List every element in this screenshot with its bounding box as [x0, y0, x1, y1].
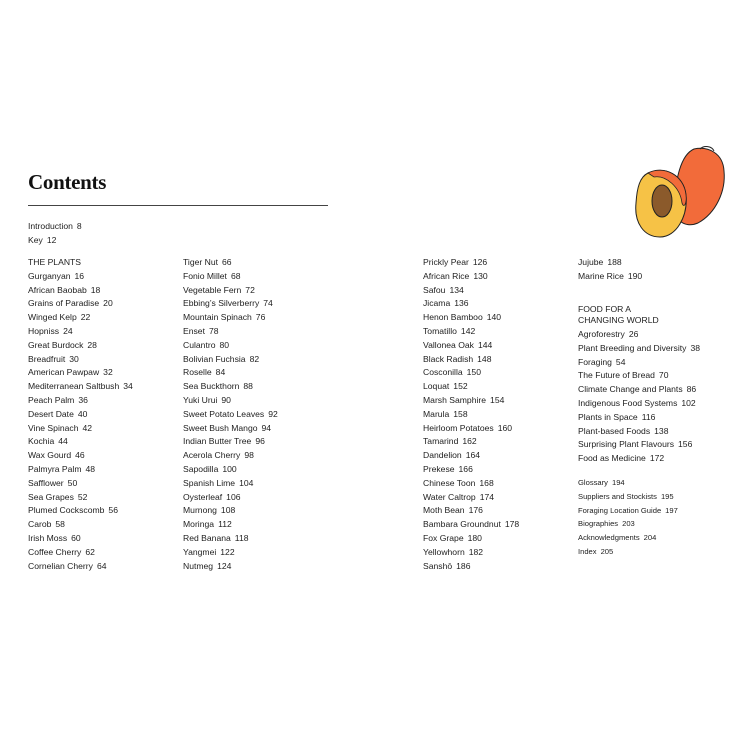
- toc-entry-page: 148: [477, 353, 492, 364]
- toc-entry-page: 62: [85, 546, 95, 557]
- toc-entry-page: 116: [641, 411, 656, 422]
- toc-entry[interactable]: [423, 311, 519, 325]
- toc-entry[interactable]: [183, 284, 278, 298]
- toc-entry-title: Mountain Spinach: [183, 312, 252, 323]
- toc-entry[interactable]: [423, 394, 519, 408]
- toc-entry[interactable]: [423, 325, 519, 339]
- toc-entry[interactable]: [183, 270, 278, 284]
- toc-entry-page: 130: [473, 270, 488, 281]
- toc-entry[interactable]: [578, 383, 700, 397]
- toc-entry-title: Glossary: [578, 478, 608, 487]
- toc-entry-page: 70: [658, 370, 669, 381]
- toc-entry-page: 52: [77, 491, 88, 502]
- toc-entry-page: 158: [453, 408, 468, 419]
- toc-entry[interactable]: [28, 353, 133, 367]
- toc-entry-page: 204: [643, 533, 657, 543]
- toc-entry-page: 152: [453, 381, 468, 392]
- toc-entry-page: 180: [467, 532, 482, 543]
- toc-entry-page: 100: [222, 463, 237, 474]
- toc-entry-page: 50: [67, 477, 78, 488]
- toc-entry-page: 72: [245, 284, 255, 295]
- toc-entry-title: Jicama: [423, 298, 451, 309]
- toc-entry-title: Suppliers and Stockists: [578, 491, 657, 501]
- toc-entry-title: Sapodilla: [183, 463, 219, 474]
- toc-entry-title: American Pawpaw: [28, 367, 100, 378]
- toc-entry-title: Sweet Bush Mango: [183, 422, 258, 433]
- toc-entry[interactable]: [183, 366, 278, 380]
- toc-entry-title: Desert Date: [28, 408, 74, 419]
- toc-entry-title: Vine Spinach: [28, 422, 79, 433]
- section-heading-plants: THE PLANTS: [28, 257, 82, 267]
- toc-entry[interactable]: [183, 546, 278, 560]
- toc-entry-title: Moringa: [183, 519, 215, 530]
- toc-entry[interactable]: [423, 339, 519, 353]
- toc-entry-title: Foraging Location Guide: [578, 505, 662, 515]
- toc-entry[interactable]: [423, 463, 519, 477]
- toc-entry-title: Prickly Pear: [423, 257, 469, 267]
- toc-entry-page: 26: [628, 329, 639, 339]
- toc-entry-page: 186: [456, 560, 471, 571]
- toc-entry[interactable]: [578, 531, 678, 545]
- plants-column-3: [423, 256, 519, 573]
- toc-entry-title: Wax Gourd: [28, 450, 72, 461]
- toc-entry-page: 48: [85, 463, 96, 474]
- toc-entry-page: 104: [239, 477, 254, 488]
- toc-entry[interactable]: [423, 256, 519, 270]
- toc-entry-page: 78: [208, 325, 219, 336]
- toc-entry-title: Grains of Paradise: [28, 298, 100, 309]
- toc-entry-page: 124: [217, 560, 232, 571]
- title-rule: [28, 205, 328, 206]
- toc-entry[interactable]: [578, 356, 700, 370]
- toc-entry[interactable]: [28, 532, 133, 546]
- toc-entry-page: 74: [263, 298, 273, 309]
- toc-entry[interactable]: [423, 532, 519, 546]
- toc-entry[interactable]: [183, 560, 278, 574]
- toc-entry-title: Acerola Cherry: [183, 450, 241, 461]
- toc-entry-page: 118: [234, 532, 249, 543]
- toc-entry[interactable]: Key 12: [28, 234, 57, 245]
- toc-entry-page: 40: [77, 408, 88, 419]
- toc-entry[interactable]: [28, 491, 133, 505]
- toc-entry-page: 154: [490, 394, 505, 405]
- toc-entry[interactable]: [578, 425, 700, 439]
- toc-entry[interactable]: [28, 311, 133, 325]
- toc-entry[interactable]: [578, 342, 700, 356]
- toc-entry[interactable]: [578, 504, 678, 518]
- toc-entry[interactable]: [183, 380, 278, 394]
- toc-entry-title: Carob: [28, 519, 52, 530]
- toc-entry-page: 76: [255, 312, 266, 323]
- toc-entry[interactable]: [28, 463, 133, 477]
- toc-entry[interactable]: [28, 449, 133, 463]
- toc-entry-title: Yellowhorn: [423, 546, 465, 557]
- toc-entry-title: Tamarind: [423, 436, 459, 447]
- toc-entry-title: Marula: [423, 408, 450, 419]
- toc-entry-page: 68: [230, 270, 241, 281]
- toc-entry-title: Heirloom Potatoes: [423, 422, 494, 433]
- toc-entry-title: Chinese Toon: [423, 477, 476, 488]
- toc-entry-page: 96: [255, 436, 265, 447]
- toc-entry-title: Cornelian Cherry: [28, 560, 93, 571]
- plants-column-2: [183, 256, 278, 573]
- toc-entry-title: Oysterleaf: [183, 491, 223, 502]
- toc-entry-page: 194: [611, 478, 625, 487]
- plants-column-1: [28, 256, 133, 573]
- toc-entry-title: Loquat: [423, 381, 450, 392]
- toc-entry-title: Yuki Urui: [183, 394, 218, 405]
- toc-entry[interactable]: [423, 560, 519, 574]
- toc-entry-page: 182: [468, 546, 484, 557]
- toc-entry-title: Cosconilla: [423, 367, 463, 378]
- toc-entry[interactable]: [578, 411, 700, 425]
- toc-entry[interactable]: [423, 449, 519, 463]
- toc-entry-title: Water Caltrop: [423, 491, 476, 502]
- toc-entry-page: 164: [465, 450, 481, 461]
- toc-entry[interactable]: [183, 297, 278, 311]
- toc-entry-page: 138: [654, 425, 669, 436]
- toc-entry-title: Plumed Cockscomb: [28, 505, 105, 516]
- toc-entry-page: 36: [78, 394, 88, 405]
- toc-entry-page: 42: [82, 422, 93, 433]
- section-heading-changing-world-2: CHANGING WORLD: [578, 314, 659, 325]
- toc-entry-page: 197: [665, 505, 678, 515]
- toc-entry-page: 44: [58, 436, 68, 447]
- toc-entry[interactable]: [183, 408, 278, 422]
- toc-entry-page: 203: [622, 519, 635, 529]
- toc-entry-page: 28: [87, 339, 97, 350]
- toc-entry[interactable]: [423, 380, 519, 394]
- toc-entry[interactable]: [423, 435, 519, 449]
- toc-entry[interactable]: [183, 311, 278, 325]
- toc-entry-page: 80: [219, 339, 230, 350]
- toc-entry[interactable]: [423, 477, 519, 491]
- back-matter-list: [578, 476, 678, 559]
- toc-entry-page: 112: [218, 519, 232, 530]
- toc-entry[interactable]: [578, 490, 678, 504]
- toc-entry[interactable]: [183, 463, 278, 477]
- toc-entry-page: 108: [220, 505, 236, 516]
- toc-entry-title: Moth Bean: [423, 505, 465, 516]
- toc-entry-title: Ebbing’s Silverberry: [183, 298, 260, 309]
- toc-entry[interactable]: [28, 380, 133, 394]
- toc-entry[interactable]: [578, 397, 700, 411]
- changing-world-section: [578, 304, 700, 466]
- toc-entry-page: 205: [600, 546, 614, 556]
- toc-entry-title: Vallonea Oak: [423, 339, 474, 350]
- toc-entry[interactable]: [28, 366, 133, 380]
- toc-entry-page: 190: [627, 270, 643, 281]
- toc-entry[interactable]: [183, 449, 278, 463]
- toc-entry-title: Roselle: [183, 367, 212, 378]
- toc-entry-title: Biographies: [578, 519, 619, 529]
- toc-entry[interactable]: [28, 394, 133, 408]
- toc-entry-page: 82: [249, 353, 260, 364]
- fruit-illustration: [630, 143, 730, 243]
- toc-entry[interactable]: [28, 560, 133, 574]
- toc-entry-page: 16: [74, 270, 85, 281]
- toc-entry-title: The Future of Bread: [578, 370, 655, 381]
- toc-entry-title: Safou: [423, 284, 446, 295]
- toc-entry[interactable]: [423, 546, 519, 560]
- toc-entry-page: 54: [615, 356, 626, 367]
- toc-entry-page: 140: [486, 312, 502, 323]
- fruit-seed: [652, 185, 672, 217]
- toc-entry-page: 64: [96, 560, 107, 571]
- intro-list: [28, 220, 82, 248]
- toc-entry[interactable]: [578, 369, 700, 383]
- toc-entry-page: 34: [123, 381, 133, 392]
- toc-entry-title: Breadfruit: [28, 353, 66, 364]
- toc-entry-page: 162: [462, 436, 477, 447]
- toc-entry-title: Fonio Millet: [183, 270, 227, 281]
- toc-entry[interactable]: Introduction 8: [28, 221, 82, 231]
- toc-entry-title: Tiger Nut: [183, 257, 219, 267]
- toc-entry-title: Indigenous Food Systems: [578, 397, 678, 408]
- plants-column-4: [578, 256, 642, 284]
- toc-entry-title: Hopniss: [28, 325, 60, 336]
- toc-entry-page: 24: [63, 325, 73, 336]
- toc-entry-title: Murnong: [183, 505, 217, 516]
- toc-entry[interactable]: [423, 518, 519, 532]
- toc-entry[interactable]: [578, 270, 642, 284]
- toc-entry[interactable]: [578, 328, 700, 342]
- toc-entry-page: 20: [103, 298, 113, 309]
- toc-entry-title: Spanish Lime: [183, 477, 236, 488]
- toc-entry[interactable]: [578, 545, 678, 559]
- toc-entry-page: 122: [220, 546, 235, 557]
- toc-entry-page: 98: [244, 450, 254, 461]
- toc-entry[interactable]: [28, 504, 133, 518]
- toc-entry[interactable]: [578, 452, 700, 466]
- toc-entry-title: Plant-based Foods: [578, 425, 651, 436]
- toc-entry[interactable]: [183, 353, 278, 367]
- toc-entry-title: Climate Change and Plants: [578, 384, 683, 395]
- toc-entry-title: Enset: [183, 325, 205, 336]
- toc-entry-page: 168: [479, 477, 494, 488]
- toc-entry[interactable]: [578, 476, 678, 490]
- toc-entry-title: Sea Buckthorn: [183, 381, 240, 392]
- toc-entry-title: Great Burdock: [28, 339, 84, 350]
- toc-entry-title: Sweet Potato Leaves: [183, 408, 265, 419]
- toc-entry-title: Kochia: [28, 436, 55, 447]
- toc-entry-title: Peach Palm: [28, 394, 75, 405]
- toc-entry-title: Marsh Samphire: [423, 394, 487, 405]
- toc-entry[interactable]: [423, 504, 519, 518]
- toc-entry-title: Irish Moss: [28, 532, 68, 543]
- toc-entry-title: Yangmei: [183, 546, 217, 557]
- toc-entry[interactable]: [578, 517, 678, 531]
- toc-entry[interactable]: [578, 438, 700, 452]
- toc-entry-title: Sanshō: [423, 560, 453, 571]
- toc-entry-title: Henon Bamboo: [423, 312, 483, 323]
- toc-entry[interactable]: [183, 422, 278, 436]
- toc-entry[interactable]: [28, 518, 133, 532]
- toc-entry-page: 22: [80, 312, 91, 323]
- toc-entry[interactable]: [183, 532, 278, 546]
- toc-entry[interactable]: [28, 339, 133, 353]
- toc-entry-title: Foraging: [578, 356, 612, 367]
- page-title: Contents: [28, 170, 107, 194]
- toc-entry[interactable]: [423, 366, 519, 380]
- toc-entry[interactable]: [28, 325, 133, 339]
- toc-entry[interactable]: [183, 325, 278, 339]
- toc-entry-page: 46: [75, 450, 85, 461]
- toc-entry-page: 58: [55, 519, 65, 530]
- toc-entry-title: Food as Medicine: [578, 453, 646, 464]
- toc-entry[interactable]: [183, 477, 278, 491]
- toc-entry[interactable]: [423, 353, 519, 367]
- toc-entry[interactable]: [423, 270, 519, 284]
- toc-entry[interactable]: [183, 518, 278, 532]
- toc-entry-page: 56: [108, 505, 118, 516]
- toc-entry[interactable]: [423, 491, 519, 505]
- toc-entry[interactable]: [28, 435, 133, 449]
- toc-entry-title: Bambara Groundnut: [423, 519, 501, 530]
- toc-entry-title: Nutmeg: [183, 560, 214, 571]
- toc-entry[interactable]: [28, 284, 133, 298]
- toc-entry-title: Palmyra Palm: [28, 463, 82, 474]
- toc-entry-page: 150: [466, 367, 481, 378]
- toc-entry-title: Index: [578, 546, 597, 556]
- toc-entry-title: Culantro: [183, 339, 216, 350]
- toc-entry-page: 38: [690, 342, 700, 353]
- toc-entry-page: 176: [468, 505, 483, 516]
- toc-entry[interactable]: [183, 491, 278, 505]
- toc-entry-page: 188: [607, 257, 622, 267]
- toc-entry-title: Jujube: [578, 257, 604, 267]
- toc-entry-page: 172: [649, 453, 665, 464]
- toc-entry[interactable]: [28, 477, 133, 491]
- toc-entry-title: African Rice: [423, 270, 470, 281]
- toc-entry-title: Fox Grape: [423, 532, 464, 543]
- toc-entry-title: Dandelion: [423, 450, 462, 461]
- toc-entry-title: Gurganyan: [28, 270, 71, 281]
- toc-entry-page: 136: [454, 298, 469, 309]
- toc-entry-title: Vegetable Fern: [183, 284, 242, 295]
- toc-entry-page: 32: [103, 367, 113, 378]
- toc-entry-title: Red Banana: [183, 532, 231, 543]
- toc-entry[interactable]: [28, 297, 133, 311]
- toc-entry-title: African Baobab: [28, 284, 87, 295]
- toc-entry[interactable]: [28, 270, 133, 284]
- toc-entry-page: 195: [660, 491, 674, 501]
- toc-entry[interactable]: [28, 546, 133, 560]
- toc-entry-title: Prekese: [423, 463, 455, 474]
- toc-entry-title: Indian Butter Tree: [183, 436, 252, 447]
- toc-entry-page: 160: [497, 422, 513, 433]
- toc-entry-page: 174: [479, 491, 495, 502]
- toc-entry[interactable]: [28, 408, 133, 422]
- toc-entry-page: 18: [90, 284, 101, 295]
- toc-entry-title: Black Radish: [423, 353, 474, 364]
- toc-entry[interactable]: [423, 408, 519, 422]
- toc-entry[interactable]: [423, 297, 519, 311]
- toc-entry-page: 86: [686, 384, 697, 395]
- toc-entry-page: 126: [472, 257, 488, 267]
- toc-entry-page: 84: [215, 367, 226, 378]
- toc-entry-page: 90: [221, 394, 231, 405]
- toc-entry-page: 66: [222, 257, 232, 267]
- toc-entry[interactable]: [183, 394, 278, 408]
- toc-entry[interactable]: [183, 435, 278, 449]
- toc-entry-page: 94: [261, 422, 272, 433]
- toc-entry-title: Safflower: [28, 477, 64, 488]
- section-heading-changing-world: FOOD FOR A: [578, 304, 631, 314]
- toc-entry[interactable]: [183, 339, 278, 353]
- toc-entry-title: Bolivian Fuchsia: [183, 353, 246, 364]
- toc-entry-page: 60: [71, 532, 81, 543]
- toc-entry-title: Mediterranean Saltbush: [28, 381, 120, 392]
- toc-entry-page: 106: [226, 491, 241, 502]
- toc-entry-title: Acknowledgments: [578, 533, 640, 543]
- toc-entry[interactable]: [28, 422, 133, 436]
- toc-entry-page: 178: [504, 519, 520, 530]
- toc-entry-page: 134: [449, 284, 464, 295]
- toc-entry-page: 102: [681, 397, 696, 408]
- toc-entry-title: Surprising Plant Flavours: [578, 439, 675, 450]
- toc-entry-title: Marine Rice: [578, 270, 624, 281]
- toc-entry-page: 88: [243, 381, 253, 392]
- toc-entry-title: Sea Grapes: [28, 491, 74, 502]
- toc-entry-page: 166: [458, 463, 473, 474]
- toc-entry[interactable]: [423, 284, 519, 298]
- toc-entry-page: 30: [69, 353, 79, 364]
- toc-entry-title: Plant Breeding and Diversity: [578, 342, 687, 353]
- toc-entry-page: 92: [268, 408, 278, 419]
- toc-entry-title: Plants in Space: [578, 411, 638, 422]
- toc-entry-page: 144: [477, 339, 493, 350]
- toc-entry[interactable]: [183, 504, 278, 518]
- toc-entry-title: Tomatillo: [423, 325, 457, 336]
- toc-entry-page: 156: [678, 439, 693, 450]
- toc-entry[interactable]: [423, 422, 519, 436]
- toc-entry-page: 142: [460, 325, 476, 336]
- toc-entry-title: Agroforestry: [578, 329, 625, 339]
- toc-entry-title: Coffee Cherry: [28, 546, 82, 557]
- toc-entry-title: Winged Kelp: [28, 312, 77, 323]
- toc-entry[interactable]: [183, 256, 278, 270]
- toc-entry[interactable]: [578, 256, 642, 270]
